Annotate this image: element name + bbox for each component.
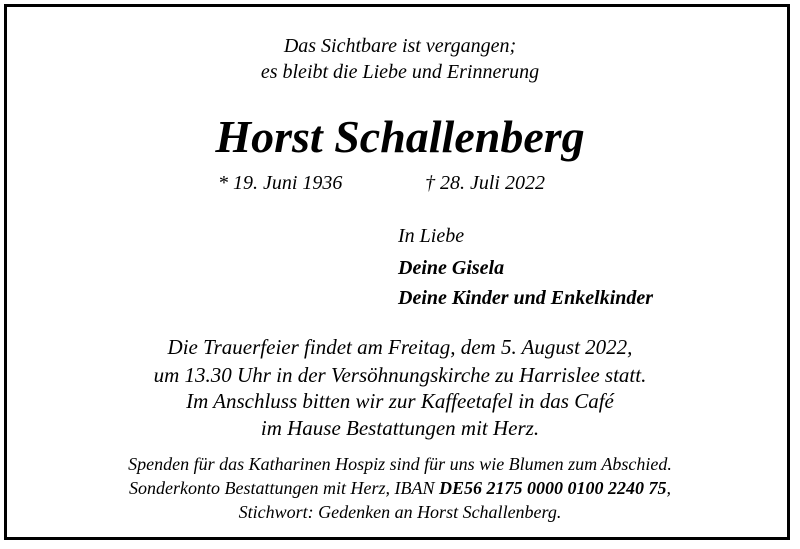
donation-line-2 bbox=[0, 479, 800, 497]
birth-date: * 19. Juni 1936 bbox=[218, 172, 343, 194]
mourners-intro: In Liebe bbox=[398, 225, 465, 247]
donation-line-1: Spenden für das Katharinen Hospiz sind für uns wie Blumen zum Abschied. bbox=[128, 454, 672, 474]
service-line-4: im Hause Bestattungen mit Herz. bbox=[260, 416, 540, 440]
iban-number: DE56 2175 0000 0100 2240 75 bbox=[438, 478, 667, 498]
donation-line-2-suffix: , bbox=[666, 478, 671, 498]
service-line-3: Im Anschluss bitten wir zur Kaffeetafel in das Café bbox=[186, 389, 614, 413]
mourner-name: Deine Gisela bbox=[398, 257, 505, 279]
mourner-name: Deine Kinder und Enkelkinder bbox=[398, 287, 654, 309]
motto-line-1: Das Sichtbare ist vergangen; bbox=[283, 35, 517, 57]
donation-account-label: Sonderkonto Bestattungen mit Herz, IBAN bbox=[129, 478, 439, 498]
deceased-name: Horst Schallenberg bbox=[215, 111, 585, 162]
donation-line-3: Stichwort: Gedenken an Horst Schallenberg. bbox=[238, 502, 562, 522]
service-line-1: Die Trauerfeier findet am Freitag, dem 5. August 2022, bbox=[167, 335, 633, 359]
motto-line-2: es bleibt die Liebe und Erinnerung bbox=[260, 61, 540, 83]
death-date: † 28. Juli 2022 bbox=[425, 172, 545, 194]
service-line-2: um 13.30 Uhr in der Versöhnungskirche zu Harrislee statt. bbox=[153, 363, 647, 387]
